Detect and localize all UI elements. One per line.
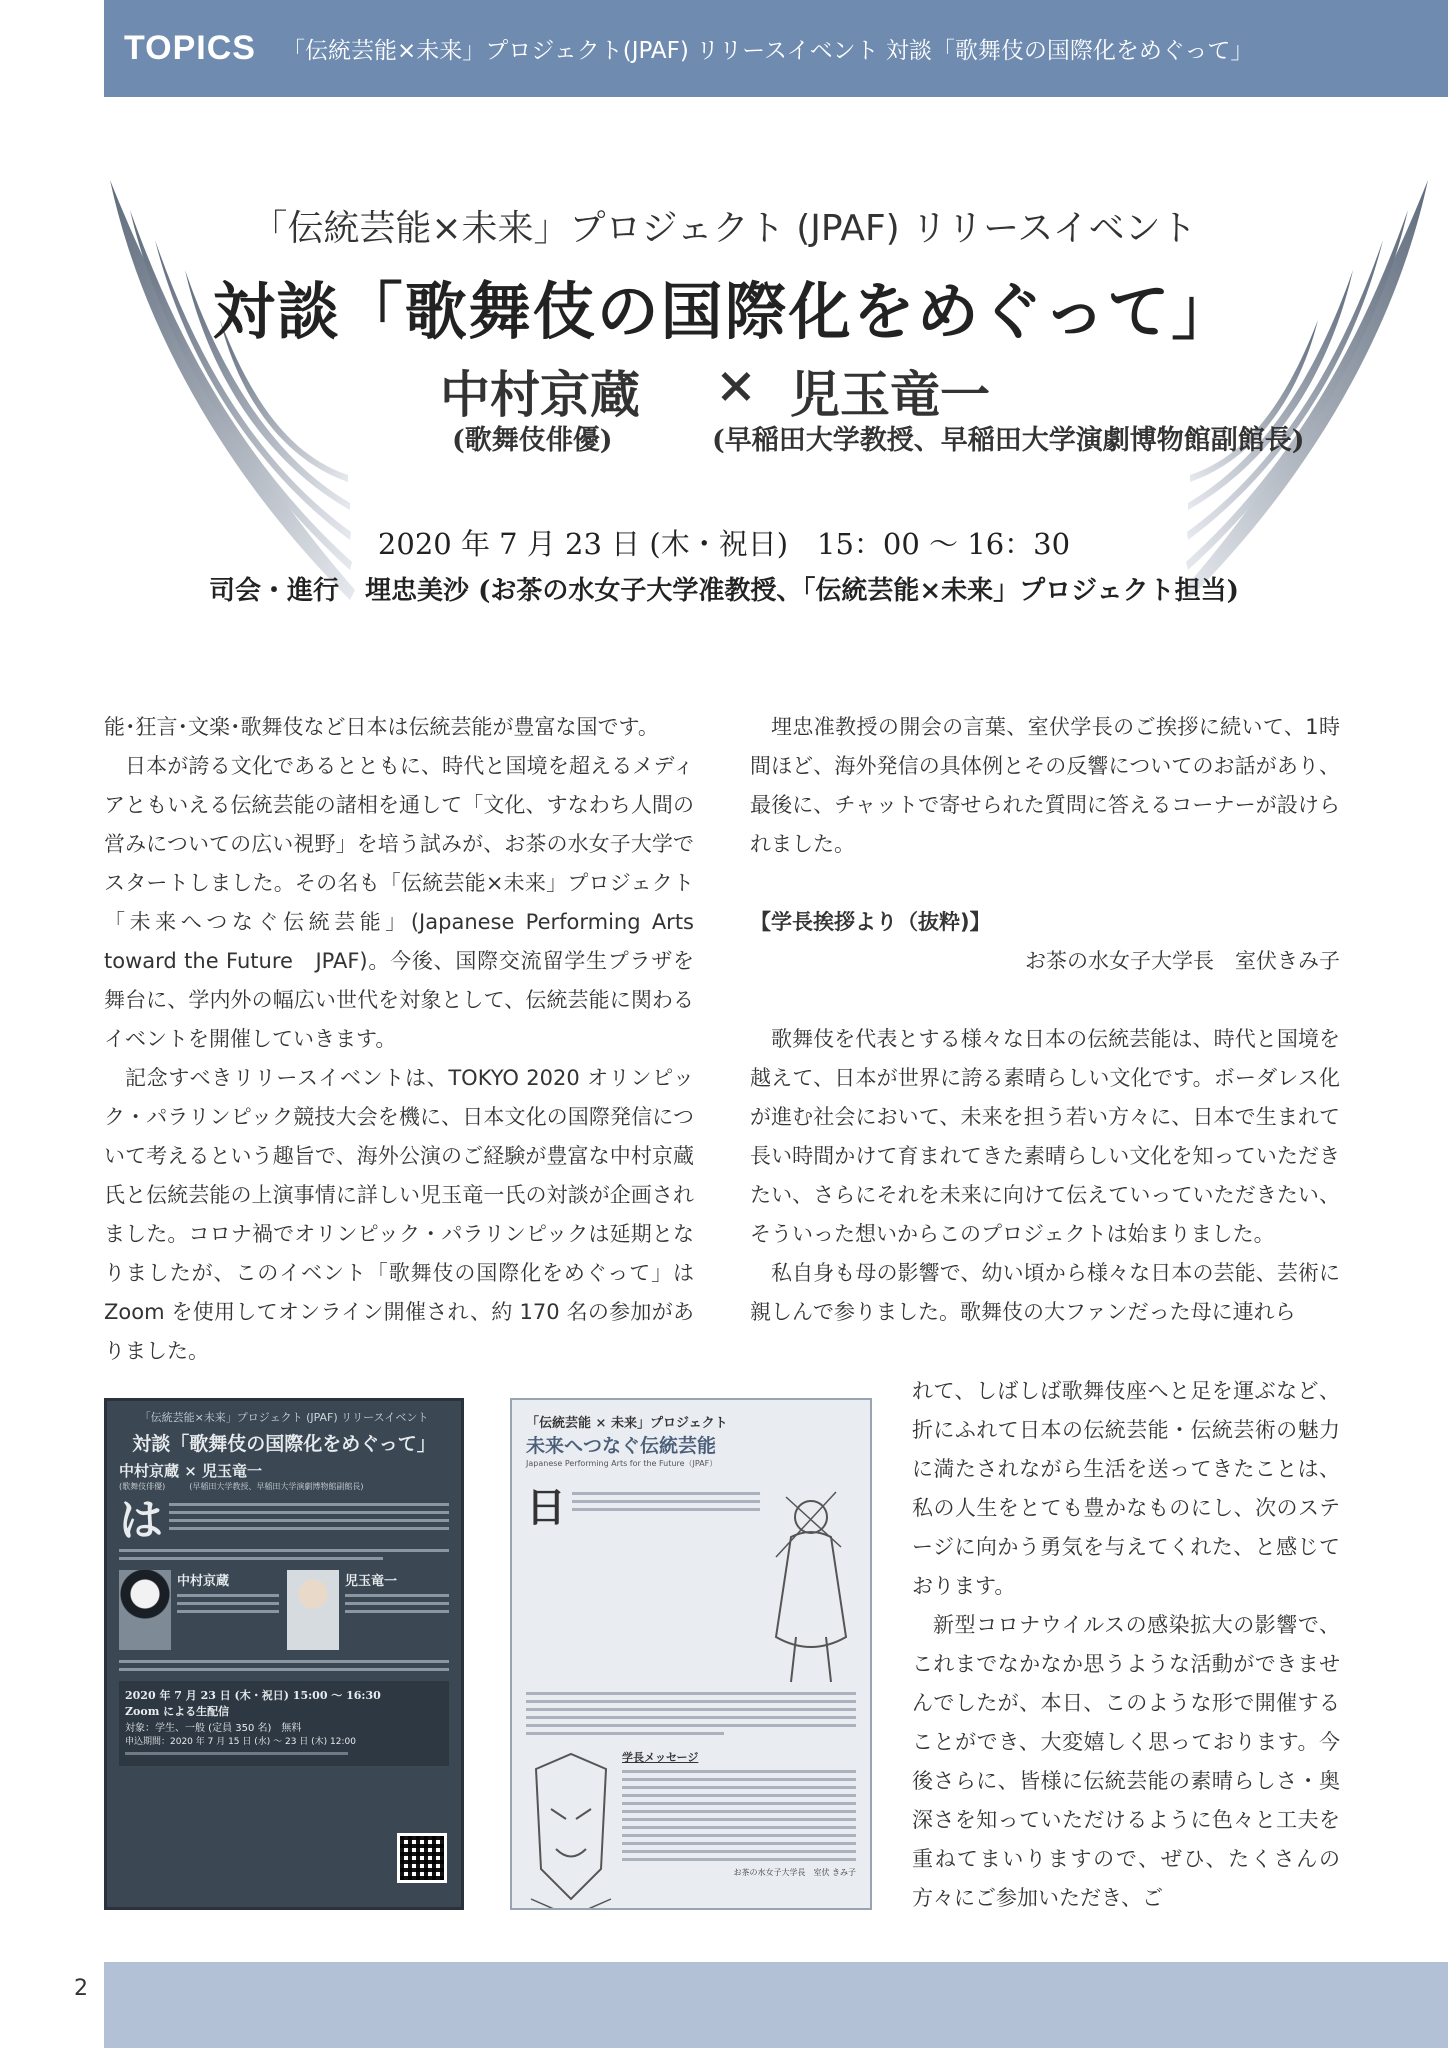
right-paragraph-3b: れて、しばしば歌舞伎座へと足を運ぶなど、折にふれて日本の伝統芸能・伝統芸術の魅力に満たされながら生活を送ってきたことは、私の人生をとても豊かなものにし、次のステージに向かう勇気を与えてくれた、と感じております。 <box>912 1379 1340 1598</box>
poster2-top-text: 「伝統芸能 × 未来」プロジェクト <box>526 1416 728 1431</box>
poster2-title: 未来へつなぐ伝統芸能 <box>526 1435 717 1457</box>
cross-symbol: × <box>715 355 757 414</box>
speaker-1-role: (歌舞伎俳優) <box>452 425 613 456</box>
speaker-2-role: (早稲田大学教授、早稲田大学演劇博物館副館長) <box>712 425 1305 456</box>
poster1-target: 対象：学生、一般 (定員 350 名) 無料 <box>125 1723 302 1734</box>
event-main-title: 対談「歌舞伎の国際化をめぐって」 <box>212 275 1236 348</box>
poster2-signer: お茶の水女子大学長 室伏 きみ子 <box>733 1868 856 1877</box>
poster1-venue: Zoom による生配信 <box>125 1705 230 1718</box>
speaker-1-name: 中村京蔵 <box>440 365 640 424</box>
page-number: 2 <box>74 1976 88 2001</box>
narrow-column <box>912 1372 1340 1918</box>
event-subtitle: 「伝統芸能×未来」プロジェクト (JPAF) リリースイベント <box>251 208 1197 249</box>
topics-header-bar <box>104 0 1448 97</box>
event-host: 司会・進行 埋忠美沙 (お茶の水女子大学准教授、「伝統芸能×未来」プロジェクト担当) <box>209 576 1239 606</box>
topics-label: TOPICS <box>124 29 256 67</box>
speaker-1-photo <box>119 1570 171 1650</box>
poster1-name-2: 児玉竜一 <box>345 1574 398 1589</box>
right-paragraph-2: 歌舞伎を代表とする様々な日本の伝統芸能は、時代と国境を越えて、日本が世界に誇る素晴らしい文化です。ボーダレス化が進む社会において、未来を担う若い方々に、日本で生まれて長い時間かけて育まれてきた素晴らしい文化を知っていただきたい、さらにそれを未来に向けて伝えていっていただきたい、そういった想いからこのプロジェクトは始まりました。 <box>750 1027 1340 1246</box>
left-paragraph-3: 記念すべきリリースイベントは、TOKYO 2020 オリンピック・パラリンピック競技大会を機に、日本文化の国際発信について考えるという趣旨で、海外公演のご経験が豊富な中村京蔵氏と伝統芸能の上演事情に詳しい児玉竜一氏の対談が企画されました。コロナ禍でオリンピック・パラリンピックは延期となりましたが、このイベント「歌舞伎の国際化をめぐって」は Zoom を使用してオンライン開催され、約 170 名の参加がありました。 <box>104 1066 694 1363</box>
right-column <box>750 708 1340 1332</box>
speaker-2-name: 児玉竜一 <box>790 365 990 424</box>
left-paragraph-2: 日本が誇る文化であるとともに、時代と国境を超えるメディアともいえる伝統芸能の諸相を通して「文化、すなわち人間の営みについての広い視野」を培う試みが、お茶の水女子大学でスタートしました。その名も「伝統芸能×未来」プロジェクト「未来へつなぐ伝統芸能」(Japanese Performing Arts toward the Future JPAF)。今後、国際交流留学生プラザを舞台に、学内外の幅広い世代を対象として、伝統芸能に関わるイベントを開催していきます。 <box>104 754 694 1051</box>
event-poster-image <box>104 1398 464 1910</box>
poster1-title: 対談「歌舞伎の国際化をめぐって」 <box>132 1433 436 1455</box>
header-title: 「伝統芸能×未来」プロジェクト(JPAF) リリースイベント 対談「歌舞伎の国際化をめぐって」 <box>281 38 1254 64</box>
right-paragraph-1: 埋忠准教授の開会の言葉、室伏学長のご挨拶に続いて、1時間ほど、海外発信の具体例とその反響についてのお話があり、最後に、チャットで寄せられた質問に答えるコーナーが設けられました。 <box>750 715 1340 856</box>
event-date: 2020 年 7 月 23 日 (木・祝日) 15：00 ～ 16：30 <box>377 527 1071 561</box>
poster1-names: 中村京蔵 × 児玉竜一 <box>119 1462 263 1480</box>
poster1-top-text: 「伝統芸能×未来」プロジェクト (JPAF) リリースイベント <box>139 1411 429 1424</box>
footer-bar <box>104 1962 1448 2048</box>
poster1-dropcap: は <box>119 1495 163 1546</box>
right-paragraph-4: 新型コロナウイルスの感染拡大の影響で、これまでなかなか思うような活動ができませんでしたが、本日、このような形で開催することができ、大変嬉しく思っております。今後さらに、皆様に伝統芸能の素晴らしさ・奥深さを知っていただけるように色々と工夫を重ねてまいりますので、ぜひ、たくさんの方々にご参加いただき、ご <box>912 1613 1340 1910</box>
kabuki-mask-illustration <box>526 1749 616 1910</box>
poster2-message-heading: 学長メッセージ <box>622 1751 699 1764</box>
speaker-2-photo <box>287 1570 339 1650</box>
speaker-roles <box>0 418 1448 458</box>
poster2-dropcap: 日 <box>526 1484 566 1531</box>
left-column <box>104 708 694 1371</box>
right-paragraph-3a: 私自身も母の影響で、幼い頃から様々な日本の芸能、芸術に親しんで参りました。歌舞伎の大ファンだった母に連れら <box>750 1261 1340 1324</box>
poster1-name-1: 中村京蔵 <box>177 1574 230 1589</box>
president-signature: お茶の水女子大学長 室伏きみ子 <box>1025 949 1340 973</box>
poster1-date: 2020 年 7 月 23 日 (木・祝日) 15:00 ～ 16:30 <box>125 1689 381 1702</box>
qr-code <box>397 1833 447 1883</box>
left-paragraph-1: 能･狂言･文楽･歌舞伎など日本は伝統芸能が豊富な国です。 <box>104 715 659 739</box>
poster1-apply: 申込期間：2020 年 7 月 15 日 (水) ～ 23 日 (木) 12:00 <box>125 1737 356 1747</box>
poster2-english: Japanese Performing Arts for the Future（JPAF） <box>526 1459 718 1468</box>
project-poster-image <box>510 1398 872 1910</box>
speaker-names <box>0 355 1448 425</box>
kabuki-figure-illustration <box>766 1487 856 1687</box>
greeting-heading: 【学長挨拶より（抜粋)】 <box>750 910 991 934</box>
poster1-roles: (歌舞伎俳優) (早稲田大学教授、早稲田大学演劇博物館副館長) <box>119 1482 364 1491</box>
